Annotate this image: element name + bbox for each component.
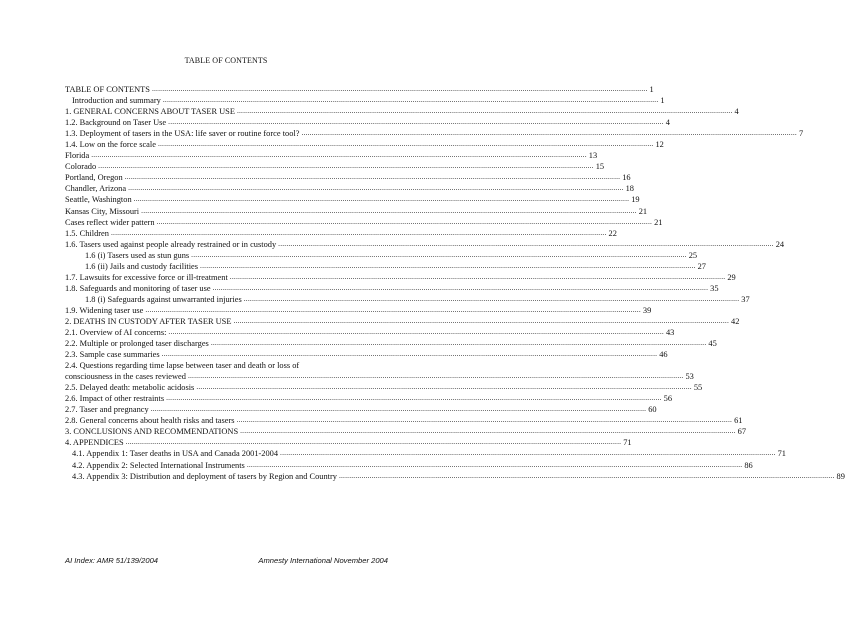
dot-leader [141,205,637,216]
toc-entry-page: 56 [663,394,672,404]
toc-entry-page: 19 [631,195,640,205]
toc-entry-label: 4.3. Appendix 3: Distribution and deployment of tasers by Region and Country [72,471,337,481]
toc-entry-page: 24 [775,239,785,249]
dot-leader [240,425,736,436]
toc-entry-page: 53 [685,372,694,382]
toc-entry-page: 25 [688,250,698,260]
dot-leader [301,127,797,138]
dot-leader [237,414,733,425]
toc-entry-page: 7 [798,129,804,139]
toc-entry-page: 22 [608,228,617,238]
dot-leader [134,193,630,204]
toc-entry-label: 2.1. Overview of AI concerns: [65,328,167,338]
dot-leader [247,459,743,470]
toc-entry-page: 43 [665,328,675,338]
toc-entry-label: 3. CONCLUSIONS AND RECOMMENDATIONS [65,427,239,437]
toc-entry-page: 27 [697,261,706,271]
toc-entry-label: 1.6 (i) Tasers used as stun guns [85,250,190,260]
toc-entry-page: 71 [777,449,786,459]
toc-entry-page: 71 [623,438,632,448]
toc-entry[interactable] [65,349,668,360]
dot-leader [126,436,622,447]
toc-entry-label: 2.4. Questions regarding time lapse between taser and death or loss of [65,361,300,371]
toc-entry-page: 21 [654,217,663,227]
toc-entry-label: Portland, Oregon [65,173,123,183]
toc-entry-page: 55 [693,383,703,393]
dot-leader [191,249,687,260]
dot-leader [91,149,587,160]
toc-entry-label: 1. GENERAL CONCERNS ABOUT TASER USE [65,107,235,117]
toc-entry-page: 21 [638,206,648,216]
toc-entry[interactable] [65,360,694,382]
toc-entry-label: Chandler, Arizona [65,184,127,194]
dot-leader [111,227,607,238]
dot-leader [339,470,835,481]
toc-entry-page: 61 [734,416,743,426]
toc-entry-page: 67 [737,427,747,437]
footer-index: AI Index: AMR 51/139/2004 [65,556,159,565]
footer-publisher: Amnesty International November 2004 [258,556,388,565]
dot-leader [233,315,729,326]
toc-entry-page: 35 [710,283,719,293]
dot-leader [168,116,664,127]
dot-leader [125,171,621,182]
toc-entry-page: 13 [588,151,598,161]
toc-entry-label: 4.2. Appendix 2: Selected International Instruments [72,460,245,470]
toc-entry-label: 1.8 (i) Safeguards against unwarranted injuries [85,294,242,304]
toc-entry[interactable] [65,471,845,482]
dot-leader [168,326,664,337]
toc-entry-label: 2.6. Impact of other restraints [65,394,165,404]
toc-entry-label: 2.5. Delayed death: metabolic acidosis [65,383,195,393]
toc-entry-page: 29 [727,272,736,282]
toc-entry-page: 1 [649,85,654,94]
toc-entry-label: Cases reflect wider pattern [65,217,155,227]
toc-entry-label: Kansas City, Missouri [65,206,140,216]
toc-entry-page: 60 [648,405,657,415]
page-title: TABLE OF CONTENTS [184,56,268,65]
toc-entry-page: 89 [836,471,845,481]
dot-leader [196,381,692,392]
toc-entry-label: 1.4. Low on the force scale [65,140,156,150]
dot-leader [280,447,776,458]
dot-leader [128,182,624,193]
toc-entry-label: 2.8. General concerns about health risks and tasers [65,416,235,426]
toc-entry-label: 4.1. Appendix 1: Taser deaths in USA and Canada 2001-2004 [72,449,279,459]
toc-entry-label: 1.7. Lawsuits for excessive force or ill-treatment [65,272,228,282]
dot-leader [278,238,774,249]
dot-leader [158,138,654,149]
toc-entry-label: 2.3. Sample case summaries [65,350,160,360]
toc-entry-page: 39 [642,305,652,315]
toc-entry-page: 16 [622,173,631,183]
toc-entry-label: Florida [65,151,90,161]
toc-entry-page: 4 [734,107,739,117]
toc-entry-label: 1.8. Safeguards and monitoring of taser use [65,283,211,293]
toc-entry-label: 4. APPENDICES [65,438,124,448]
toc-entry-label: 1.9. Widening taser use [65,305,144,315]
toc-entry-label-continued: consciousness in the cases reviewed [65,372,186,382]
dot-leader [211,337,707,348]
toc-entry-label: 1.6. Tasers used against people already restrained or in custody [65,239,277,249]
dot-leader [162,348,658,359]
toc-entry-label: 1.3. Deployment of tasers in the USA: life saver or routine force tool? [65,129,300,139]
toc-entry-page: 1 [660,96,665,106]
toc-entry-page: 46 [659,350,668,360]
dot-leader [157,216,653,227]
dot-leader [98,160,594,171]
toc-entry-label: Seattle, Washington [65,195,132,205]
dot-leader [152,83,648,94]
dot-leader [237,105,733,116]
toc-entry-page: 42 [731,316,740,326]
dot-leader [188,370,684,381]
toc-entry-label: 1.6 (ii) Jails and custody facilities [85,261,199,271]
dot-leader [145,304,641,315]
toc-entry-label: TABLE OF CONTENTS [65,85,150,94]
toc-entry-label: 1.5. Children [65,228,109,238]
toc-entry-label: 2.7. Taser and pregnancy [65,405,149,415]
toc-entry-label: Colorado [65,162,97,172]
dot-leader [163,94,659,105]
table-of-contents [65,84,845,482]
toc-entry-page: 15 [595,162,605,172]
dot-leader [166,392,662,403]
toc-entry-label: 1.2. Background on Taser Use [65,118,167,128]
toc-entry-page: 4 [665,118,670,128]
dot-leader [230,271,726,282]
toc-entry-label: Introduction and summary [72,96,161,106]
toc-entry-label: 2.2. Multiple or prolonged taser discharges [65,339,209,349]
toc-entry-page: 18 [625,184,634,194]
dot-leader [200,260,696,271]
dot-leader [244,293,740,304]
toc-entry-page: 45 [708,339,717,349]
toc-entry-label: 2. DEATHS IN CUSTODY AFTER TASER USE [65,316,232,326]
toc-entry-page: 86 [744,460,753,470]
dot-leader [213,282,709,293]
toc-entry-page: 12 [655,140,664,150]
toc-entry-page: 37 [741,294,750,304]
dot-leader [151,403,647,414]
